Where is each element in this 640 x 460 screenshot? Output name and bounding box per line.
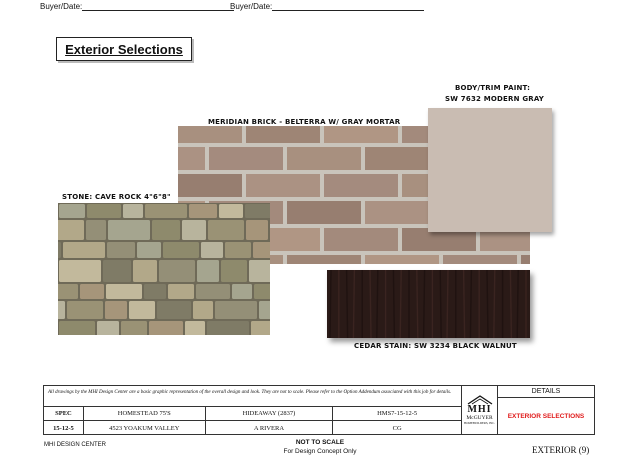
brick <box>246 126 320 143</box>
logo-subtitle: HOMEBUILDERS, INC. <box>464 421 495 425</box>
grain-line <box>424 270 425 338</box>
logo-mark: MHI <box>467 404 492 415</box>
designer-cell: A RIVERA <box>206 421 334 435</box>
grain-line <box>494 270 495 338</box>
plan-cell: HIDEAWAY (2837) <box>206 407 334 420</box>
brick <box>246 174 320 197</box>
stone <box>137 242 161 258</box>
brick <box>178 174 242 197</box>
wood-grain <box>327 270 530 338</box>
brick <box>287 201 361 224</box>
buyer-date-label: Buyer/Date: <box>40 2 83 11</box>
stone <box>219 204 243 218</box>
title-block-row-2 <box>44 421 462 435</box>
signature-line <box>272 3 424 11</box>
stone <box>133 260 157 282</box>
grain-line <box>517 270 518 338</box>
buyer-date-field-2 <box>230 2 424 11</box>
grain-line <box>377 270 378 338</box>
stone <box>207 321 249 335</box>
buyer-date-field-1 <box>40 2 234 11</box>
title-block <box>43 385 595 435</box>
stone-swatch <box>58 203 270 335</box>
grain-line <box>510 270 511 338</box>
brick <box>324 174 398 197</box>
stone <box>58 242 61 258</box>
signature-line <box>82 3 234 11</box>
stone <box>249 260 270 282</box>
stone <box>86 220 106 240</box>
stone <box>129 301 155 319</box>
brick <box>178 147 205 170</box>
stone <box>144 284 166 299</box>
sheet-info <box>498 386 594 434</box>
stone <box>253 242 270 258</box>
stone <box>259 301 270 319</box>
brick-label: MERIDIAN BRICK - BELTERRA W/ GRAY MORTAR <box>208 118 401 126</box>
brick <box>287 147 361 170</box>
grain-line <box>470 270 471 338</box>
brick <box>209 147 283 170</box>
grain-line <box>393 270 394 338</box>
stone <box>58 220 84 240</box>
stone <box>157 301 191 319</box>
stone <box>103 260 131 282</box>
grain-line <box>370 270 371 338</box>
stone <box>193 301 213 319</box>
stone <box>163 242 199 258</box>
community-cell: HOMESTEAD 75'S <box>84 407 206 420</box>
brick <box>365 255 439 264</box>
grain-line <box>353 270 354 338</box>
stone <box>201 242 223 258</box>
not-to-scale-note: NOT TO SCALE <box>295 439 345 446</box>
brick <box>324 228 398 251</box>
job-code-cell: HMS7-15-12-5 <box>377 410 418 417</box>
brick <box>443 255 517 264</box>
sheet-number: EXTERIOR (9) <box>532 445 590 455</box>
cedar-label: CEDAR STAIN: SW 3234 BLACK WALNUT <box>354 342 517 350</box>
grain-line <box>347 270 348 338</box>
stone <box>245 204 270 218</box>
buyer-date-label: Buyer/Date: <box>230 2 273 11</box>
title-block-row-1 <box>44 407 462 421</box>
stone <box>232 284 252 299</box>
logo-name: McGUYER <box>466 415 493 421</box>
stone <box>185 321 205 335</box>
grain-line <box>417 270 418 338</box>
stone <box>251 321 270 335</box>
footer-left: MHI DESIGN CENTER <box>44 442 107 448</box>
stone <box>87 204 121 218</box>
stone <box>221 260 247 282</box>
stone <box>246 220 268 240</box>
stone-pattern <box>58 203 270 335</box>
mhi-logo <box>462 386 498 434</box>
paint-label-line1: BODY/TRIM PAINT: <box>455 84 531 92</box>
grain-line <box>400 270 401 338</box>
brick <box>178 126 242 143</box>
date-cell: 15-12-5 <box>44 421 84 435</box>
stone <box>182 220 206 240</box>
page-title: Exterior Selections <box>56 37 192 61</box>
stone <box>107 242 135 258</box>
stone <box>197 260 219 282</box>
stone <box>80 284 104 299</box>
initials-cell: CG <box>392 424 402 432</box>
grain-line <box>464 270 465 338</box>
stone <box>59 260 101 282</box>
disclaimer-text: All drawings by the MHI Design Center are a basic graphic representation of the overall design and look. They are not to scale. Please refer to the Option Addendum associated with this job for details. <box>44 386 462 407</box>
stone <box>196 284 230 299</box>
spec-cell: SPEC <box>44 407 84 420</box>
stone <box>208 220 244 240</box>
brick <box>324 126 398 143</box>
stone <box>149 321 183 335</box>
sheet-title: EXTERIOR SELECTIONS <box>507 412 585 420</box>
cedar-swatch <box>327 270 530 338</box>
grain-line <box>487 270 488 338</box>
stone <box>58 284 78 299</box>
stone <box>121 321 147 335</box>
grain-line <box>447 270 448 338</box>
stone <box>145 204 187 218</box>
details-label: DETAILS <box>498 386 594 398</box>
stone <box>189 204 217 218</box>
stone <box>67 301 103 319</box>
stone <box>159 260 195 282</box>
stone <box>225 242 251 258</box>
stone <box>168 284 194 299</box>
stone <box>254 284 270 299</box>
stone <box>59 321 95 335</box>
brick <box>287 255 361 264</box>
stone <box>97 321 119 335</box>
stone <box>108 220 150 240</box>
stone <box>58 301 65 319</box>
stone <box>215 301 257 319</box>
design-concept-note: For Design Concept Only <box>283 448 357 455</box>
stone <box>59 204 85 218</box>
stone <box>105 301 127 319</box>
paint-swatch <box>428 108 552 232</box>
grain-line <box>440 270 441 338</box>
grain-line <box>330 270 331 338</box>
stone <box>106 284 142 299</box>
address-cell: 4523 YOAKUM VALLEY <box>84 421 206 435</box>
stone-label: STONE: CAVE ROCK 4"6"8" <box>62 193 171 201</box>
stone <box>123 204 143 218</box>
paint-label-line2: SW 7632 MODERN GRAY <box>445 95 545 103</box>
stone <box>152 220 180 240</box>
stone <box>63 242 105 258</box>
brick <box>521 255 530 264</box>
